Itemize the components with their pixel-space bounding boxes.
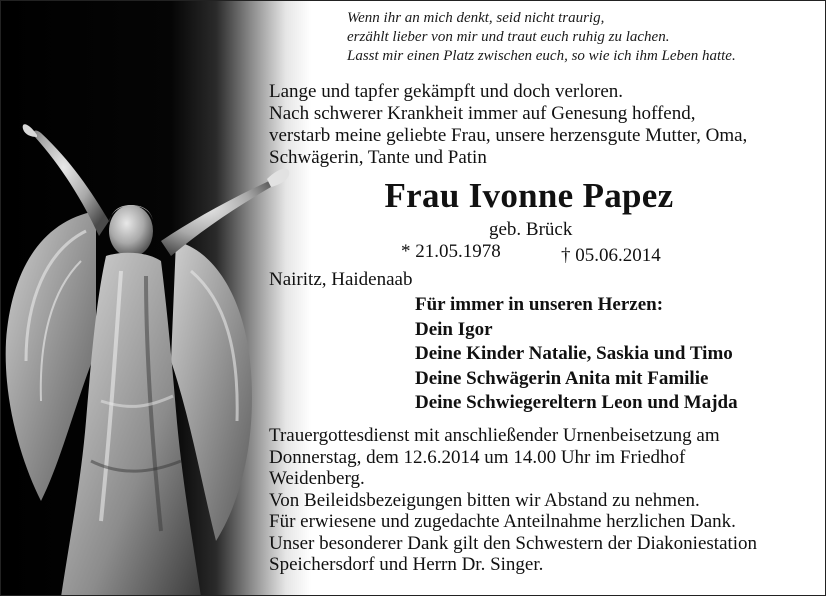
mourners-line: Deine Schwiegereltern Leon und Majda [415, 392, 738, 413]
deceased-name: Frau Ivonne Papez [384, 176, 674, 215]
service-line: Unser besonderer Dank gilt den Schwestern der Diakoniestation [269, 532, 758, 554]
death-date: † 05.06.2014 [561, 245, 661, 266]
intro-line: Nach schwerer Krankheit immer auf Genesung hoffend, [269, 103, 696, 124]
mourners-line: Deine Kinder Natalie, Saskia und Timo [415, 343, 733, 364]
residence: Nairitz, Haidenaab [269, 269, 413, 290]
service-line: Trauergottesdienst mit anschließender Urnenbeisetzung am [269, 425, 720, 446]
poem-line: erzählt lieber von mir und traut euch ruhig zu lachen. [347, 29, 670, 45]
mourners-line: Deine Schwägerin Anita mit Familie [415, 367, 709, 389]
birth-date: * 21.05.1978 [401, 241, 501, 262]
mourners-line: Dein Igor [415, 318, 493, 340]
service-line: Für erwiesene und zugedachte Anteilnahme herzlichen Dank. [269, 511, 736, 532]
poem-line: Wenn ihr an mich denkt, seid nicht traurig, [347, 10, 605, 26]
mourners-list [415, 293, 815, 416]
service-line: Weidenberg. [269, 468, 365, 489]
service-line: Donnerstag, dem 12.6.2014 um 14.00 Uhr im Friedhof [269, 446, 686, 468]
service-line: Von Beileidsbezeigungen bitten wir Abstand zu nehmen. [269, 489, 700, 511]
intro-text [269, 81, 819, 169]
service-line: Speichersdorf und Herrn Dr. Singer. [269, 554, 544, 575]
memorial-poem [347, 9, 817, 66]
poem-line: Lasst mir einen Platz zwischen euch, so wie ich ihm Leben hatte. [347, 48, 736, 64]
intro-line: Lange und tapfer gekämpft und doch verloren. [269, 81, 624, 102]
intro-line: verstarb meine geliebte Frau, unsere herzensgute Mutter, Oma, [269, 125, 748, 146]
intro-line: Schwägerin, Tante und Patin [269, 147, 487, 168]
service-details [269, 425, 821, 576]
mourners-line: Für immer in unseren Herzen: [415, 294, 664, 315]
birth-name: geb. Brück [489, 219, 573, 240]
